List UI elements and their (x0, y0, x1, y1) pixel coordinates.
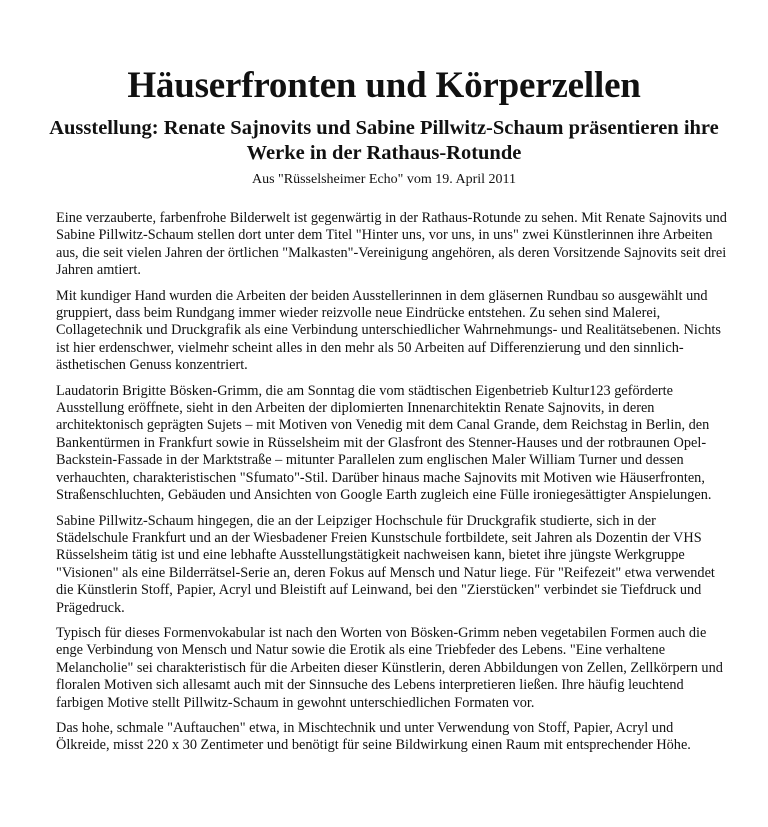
body-paragraph-2: Mit kundiger Hand wurden die Arbeiten der beiden Ausstellerinnen in dem gläsernen Rundbau so ausgewählt und gruppiert, dass beim Rundgang immer wieder reizvolle neue Eindrücke entstehen. Zu sehen sind Malerei, Collagetechnik und Druckgrafik als eine Verbindung unterschiedlicher Wahrnehmungs- und Realitätsebenen. Nichts ist hier erdenschwer, vielmehr scheint alles in den mehr als 50 Arbeiten auf Differenzierung und den sinnlich-ästhetischen Genuss konzentriert. (56, 287, 721, 374)
body-paragraph-4: Sabine Pillwitz-Schaum hingegen, die an der Leipziger Hochschule für Druckgrafik studierte, sich in der Städelschule Frankfurt und an der Wiesbadener Freien Kunstschule fortbildete, seit Jahren als Dozentin der VHS Rüsselsheim tätig ist und eine lebhafte Ausstellungstätigkeit nachweisen kann, bietet ihre jüngste Werkgruppe "Visionen" als eine Bilderrätsel-Serie an, deren Fokus auf Mensch und Natur liege. Für "Reifezeit" etwa verwendet die Künstlerin Stoff, Papier, Acryl und Bleistift auf Leinwand, bei den "Zierstücken" verbindet sie Tiefdruck und Prägedruck. (56, 512, 715, 616)
body-paragraph-3: Laudatorin Brigitte Bösken-Grimm, die am Sonntag die vom städtischen Eigenbetrieb Kultur123 geförderte Ausstellung eröffnete, sieht in den Arbeiten der diplomierten Innenarchitektin Renate Sajnovits, in deren architektonisch geprägten Sujets – mit Motiven von Venedig mit dem Canal Grande, dem Reichstag in Berlin, den Bankentürmen in Frankfurt sowie in Rüsselsheim mit der Glasfront des Stenner-Hauses und der rotbraunen Opel-Backstein-Fassade in der Marktstraße – mitunter Parallelen zum englischen Maler William Turner und dessen verhauchten, charakteristischen "Sfumato"-Stil. Darüber hinaus mache Sajnovits mit Motiven wie Häuserfronten, Straßenschluchten, Gebäuden und Ansichten von Google Earth zugleich eine Fülle ironiegesättigter Anspielungen. (56, 382, 712, 504)
body-paragraph-6: Das hohe, schmale "Auftauchen" etwa, in Mischtechnik und unter Verwendung von Stoff, Papier, Acryl und Ölkreide, misst 220 x 30 Zentimeter und benötigt für seine Bildwirkung einen Raum mit entsprechender Höhe. (56, 719, 691, 754)
article-subtitle: Ausstellung: Renate Sajnovits und Sabine Pillwitz-Schaum präsentieren ihre Werke in der Rathaus-Rotunde (49, 117, 719, 164)
body-paragraph-5: Typisch für dieses Formenvokabular ist nach den Worten von Bösken-Grimm neben vegetabilen Formen auch die enge Verbindung von Mensch und Natur sowie die Erotik als eine Triebfeder des Lebens. "Eine verhaltene Melancholie" sei charakteristisch für die Arbeiten dieser Künstlerin, deren Abbildungen von Zellen, Zellkörpern und floralen Motiven sich allesamt auch mit der Sinnsuche des Lebens interpretieren ließen. Ihre häufig leuchtend farbigen Motive stellt Pillwitz-Schaum in gewohnt unterschiedlichen Formaten vor. (56, 624, 723, 711)
body-paragraph-1: Eine verzauberte, farbenfrohe Bilderwelt ist gegenwärtig in der Rathaus-Rotunde zu sehen. Mit Renate Sajnovits und Sabine Pillwitz-Schaum stellen dort unter dem Titel "Hinter uns, vor uns, in uns" zwei Künstlerinnen ihre Arbeiten aus, die seit vielen Jahren der örtlichen "Malkasten"-Vereinigung angehören, als deren Vorsitzende Sajnovits seit drei Jahren amtiert. (56, 210, 727, 279)
article-source: Aus "Rüsselsheimer Echo" vom 19. April 2011 (251, 172, 517, 187)
article-body (56, 210, 728, 763)
article-title: Häuserfronten und Körperzellen (127, 65, 641, 106)
